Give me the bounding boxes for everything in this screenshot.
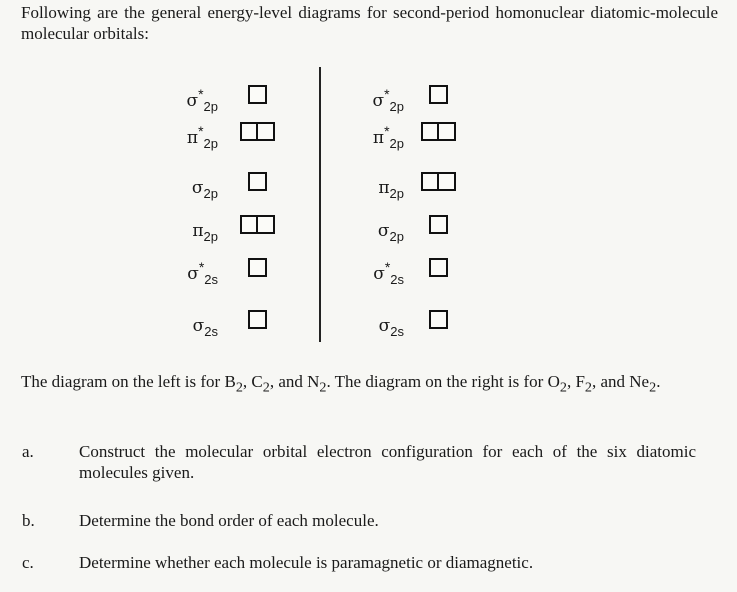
subscript: 2 bbox=[262, 379, 270, 396]
question-b bbox=[22, 510, 722, 532]
orbital-label: $\pi_{2p}$ bbox=[192, 221, 218, 244]
orbital-box bbox=[248, 258, 267, 277]
orbital-box-pair bbox=[421, 172, 456, 191]
question-letter: a. bbox=[22, 442, 34, 461]
intro-paragraph: Following are the general energy-level diagrams for second-period homonuclear diatomic-molecule molecular orbitals: bbox=[21, 3, 718, 43]
question-a bbox=[22, 441, 722, 486]
diagram-divider bbox=[319, 67, 321, 342]
diagram-caption: The diagram on the left is for $B_2$, $C_2$, and $N_2$. The diagram on the right is for $O_2$, $F_2$, and $Ne_2$. bbox=[21, 372, 661, 396]
orbital-box-pair bbox=[240, 122, 275, 141]
orbital-label: $\sigma^*_{2p}$ bbox=[372, 86, 404, 114]
orbital-label: $\sigma_{2p}$ bbox=[191, 178, 218, 201]
orbital-label: $\sigma_{2s}$ bbox=[192, 316, 218, 339]
orbital-box bbox=[248, 172, 267, 191]
question-text: Determine the bond order of each molecule. bbox=[79, 511, 379, 530]
subscript: 2 bbox=[319, 379, 327, 396]
orbital-label: $\sigma_{2s}$ bbox=[378, 316, 404, 339]
orbital-box bbox=[429, 85, 448, 104]
orbital-box-pair bbox=[240, 215, 275, 234]
orbital-box bbox=[248, 310, 267, 329]
orbital-label: $\pi_{2p}$ bbox=[378, 178, 404, 201]
question-letter: c. bbox=[22, 553, 34, 572]
subscript: 2 bbox=[649, 379, 657, 396]
orbital-box bbox=[429, 258, 448, 277]
orbital-box-pair bbox=[421, 122, 456, 141]
orbital-label: $\pi^*_{2p}$ bbox=[186, 123, 218, 151]
orbital-label: $\sigma^*_{2s}$ bbox=[373, 259, 404, 287]
question-letter: b. bbox=[22, 511, 35, 530]
orbital-box bbox=[429, 310, 448, 329]
subscript: 2 bbox=[235, 379, 243, 396]
orbital-label: $\sigma^*_{2p}$ bbox=[186, 86, 218, 114]
question-c bbox=[22, 552, 722, 574]
orbital-label: $\pi^*_{2p}$ bbox=[372, 123, 404, 151]
orbital-label: $\sigma^*_{2s}$ bbox=[187, 259, 218, 287]
subscript: 2 bbox=[584, 379, 592, 396]
orbital-label: $\sigma_{2p}$ bbox=[377, 221, 404, 244]
orbital-box bbox=[248, 85, 267, 104]
question-text: Determine whether each molecule is paramagnetic or diamagnetic. bbox=[79, 553, 534, 572]
subscript: 2 bbox=[559, 379, 567, 396]
question-text: Construct the molecular orbital electron configuration for each of the six diatomic molecules given. bbox=[79, 442, 696, 482]
orbital-box bbox=[429, 215, 448, 234]
